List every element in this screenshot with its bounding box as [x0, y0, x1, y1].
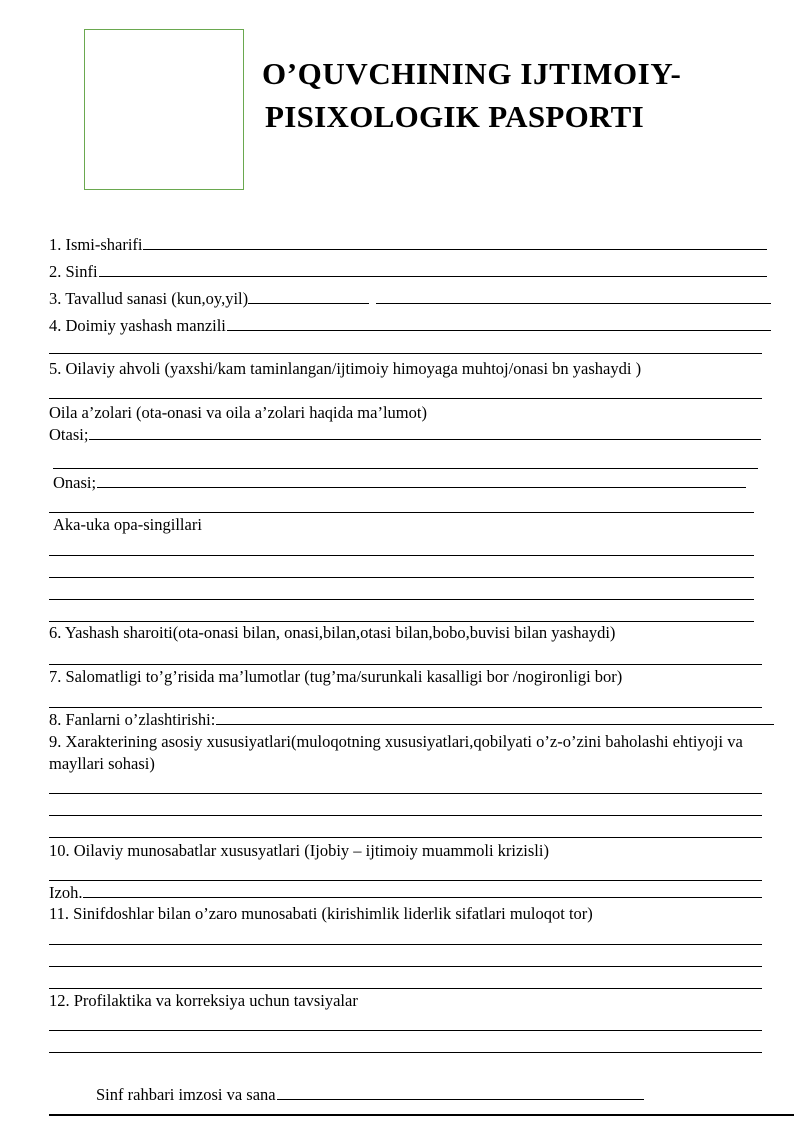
field-birthdate-extra-line[interactable] — [376, 289, 771, 304]
field-signature-label: Sinf rahbari imzosi va sana — [96, 1085, 276, 1104]
field-note-line[interactable] — [83, 883, 762, 898]
field-birthdate-line[interactable] — [248, 289, 369, 304]
title-line-2: PISIXOLOGIK PASPORTI — [265, 99, 644, 134]
health-line[interactable] — [49, 707, 762, 708]
field-father-line[interactable] — [89, 425, 761, 440]
field-class — [49, 262, 767, 282]
field-birthdate — [49, 289, 771, 309]
classmates-line-2[interactable] — [49, 966, 762, 967]
father-line-2[interactable] — [53, 468, 758, 469]
field-subjects-line[interactable] — [216, 710, 774, 725]
field-signature-line[interactable] — [277, 1085, 644, 1100]
siblings-line-3[interactable] — [49, 599, 754, 600]
field-name — [49, 235, 767, 255]
recommendations-label: 12. Profilaktika va korreksiya uchun tavsiyalar — [49, 991, 358, 1010]
field-name-line[interactable] — [143, 235, 767, 250]
family-relations-label: 10. Oilaviy munosabatlar xususyatlari (Ijobiy – ijtimoiy muammoli krizisli) — [49, 841, 549, 860]
character-line-2[interactable] — [49, 815, 762, 816]
field-mother-line[interactable] — [97, 473, 746, 488]
field-address-line[interactable] — [227, 316, 771, 331]
field-note — [49, 883, 762, 903]
siblings-label: Aka-uka opa-singillari — [53, 515, 202, 534]
recommendations-line-1[interactable] — [49, 1030, 762, 1031]
bottom-rule — [49, 1114, 794, 1116]
field-name-label: 1. Ismi-sharifi — [49, 235, 143, 254]
character-label: 9. Xarakterining asosiy xususiyatlari(muloqotning xususiyatlari,qobilyati o’z-o’zini baholashi ehtiyoji va mayllari sohasi) — [49, 732, 743, 773]
family-status-line[interactable] — [49, 398, 762, 399]
photo-placeholder — [84, 29, 244, 190]
classmates-line-1[interactable] — [49, 944, 762, 945]
character-line-1[interactable] — [49, 793, 762, 794]
field-subjects-label: 8. Fanlarni o’zlashtirishi: — [49, 710, 216, 729]
health-label: 7. Salomatligi to’g’risida ma’lumotlar (tug’ma/surunkali kasalligi bor /nogironligi bor) — [49, 667, 623, 686]
field-signature — [96, 1085, 644, 1105]
field-mother — [53, 473, 746, 493]
living-conditions-label: 6. Yashash sharoiti(ota-onasi bilan, onasi,bilan,otasi bilan,bobo,buvisi bilan yashaydi) — [49, 623, 616, 642]
family-members-label: Oila a’zolari (ota-onasi va oila a’zolari haqida ma’lumot) — [49, 403, 427, 422]
living-conditions-line[interactable] — [49, 664, 762, 665]
character-line-3[interactable] — [49, 837, 762, 838]
address-line-2[interactable] — [49, 353, 762, 354]
classmates-line-3[interactable] — [49, 988, 762, 989]
field-birthdate-label: 3. Tavallud sanasi (kun,oy,yil) — [49, 289, 249, 308]
field-father-label: Otasi; — [49, 425, 89, 444]
classmates-label: 11. Sinifdoshlar bilan o’zaro munosabati (kirishimlik liderlik sifatlari muloqot tor) — [49, 904, 593, 923]
siblings-line-2[interactable] — [49, 577, 754, 578]
family-status-label: 5. Oilaviy ahvoli (yaxshi/kam taminlangan/ijtimoiy himoyaga muhtoj/onasi bn yashaydi ) — [49, 359, 642, 378]
field-subjects — [49, 710, 774, 730]
family-relations-line[interactable] — [49, 880, 762, 881]
mother-line-2[interactable] — [49, 512, 754, 513]
field-class-label: 2. Sinfi — [49, 262, 98, 281]
field-class-line[interactable] — [99, 262, 767, 277]
recommendations-line-2[interactable] — [49, 1052, 762, 1053]
field-note-label: Izoh. — [49, 883, 83, 902]
document-title — [262, 52, 681, 138]
field-address-label: 4. Doimiy yashash manzili — [49, 316, 226, 335]
field-address — [49, 316, 771, 336]
title-line-1: O’QUVCHINING IJTIMOIY- — [262, 56, 682, 91]
siblings-line-1[interactable] — [49, 555, 754, 556]
field-father — [49, 425, 761, 445]
field-mother-label: Onasi; — [53, 473, 97, 492]
